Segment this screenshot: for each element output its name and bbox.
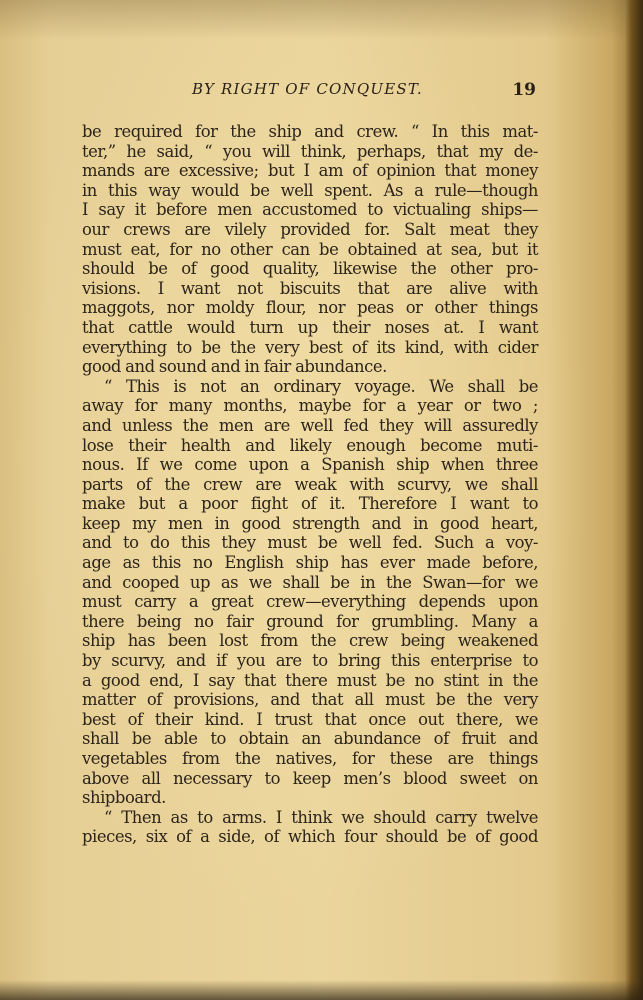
text-line: visions. I want not biscuits that are alive with	[82, 278, 538, 298]
body-text	[82, 122, 538, 847]
text-line: pieces, six of a side, of which four should be of good	[82, 827, 538, 847]
text-line: our crews are vilely provided for. Salt meat they	[82, 219, 538, 239]
text-line: should be of good quality, likewise the other pro-	[82, 259, 538, 279]
text-line: away for many months, maybe for a year or two ;	[82, 396, 538, 416]
text-line: by scurvy, and if you are to bring this enterprise to	[82, 651, 538, 671]
book-spine-edge	[625, 0, 643, 1000]
running-title: BY RIGHT OF CONQUEST.	[192, 80, 423, 98]
text-line: age as this no English ship has ever made before,	[82, 553, 538, 573]
text-line: I say it before men accustomed to victualing ships—	[82, 200, 538, 220]
text-line: parts of the crew are weak with scurvy, we shall	[82, 474, 538, 494]
text-line: a good end, I say that there must be no stint in the	[82, 670, 538, 690]
text-line: ter,” he said, “ you will think, perhaps, that my de-	[82, 141, 538, 161]
text-line: must carry a great crew—everything depends upon	[82, 592, 538, 612]
text-line: best of their kind. I trust that once out there, we	[82, 709, 538, 729]
page-header	[80, 80, 540, 104]
text-line: above all necessary to keep men’s blood sweet on	[82, 768, 538, 788]
page-bottom-shading	[0, 980, 643, 1000]
text-line: lose their health and likely enough become muti-	[82, 435, 538, 455]
text-line: and unless the men are well fed they will assuredly	[82, 415, 538, 435]
text-line: must eat, for no other can be obtained at sea, but it	[82, 239, 538, 259]
text-line: and to do this they must be well fed. Such a voy-	[82, 533, 538, 553]
text-line: “ This is not an ordinary voyage. We shall be	[104, 376, 538, 396]
text-line: make but a poor fight of it. Therefore I want to	[82, 494, 538, 514]
text-line: and cooped up as we shall be in the Swan—for we	[82, 572, 538, 592]
text-line: ship has been lost from the crew being weakened	[82, 631, 538, 651]
text-line: everything to be the very best of its kind, with cider	[82, 337, 538, 357]
text-line: nous. If we come upon a Spanish ship when three	[82, 455, 538, 475]
text-line: “ Then as to arms. I think we should carry twelve	[104, 807, 538, 827]
page-top-shading	[0, 0, 643, 40]
text-line: in this way would be well spent. As a rule—though	[82, 180, 538, 200]
text-line: there being no fair ground for grumbling. Many a	[82, 611, 538, 631]
text-line: mands are excessive; but I am of opinion that money	[82, 161, 538, 181]
text-line: that cattle would turn up their noses at. I want	[82, 317, 538, 337]
text-line: shall be able to obtain an abundance of fruit and	[82, 729, 538, 749]
text-line: good and sound and in fair abundance.	[82, 357, 387, 377]
page-number: 19	[512, 80, 536, 100]
text-line: be required for the ship and crew. “ In this mat-	[82, 122, 538, 141]
text-line: vegetables from the natives, for these are things	[82, 749, 538, 768]
text-line: keep my men in good strength and in good heart,	[82, 513, 538, 533]
text-line: shipboard.	[82, 788, 166, 808]
text-line: maggots, nor moldy flour, nor peas or other things	[82, 298, 538, 318]
text-line: matter of provisions, and that all must be the very	[82, 690, 538, 710]
